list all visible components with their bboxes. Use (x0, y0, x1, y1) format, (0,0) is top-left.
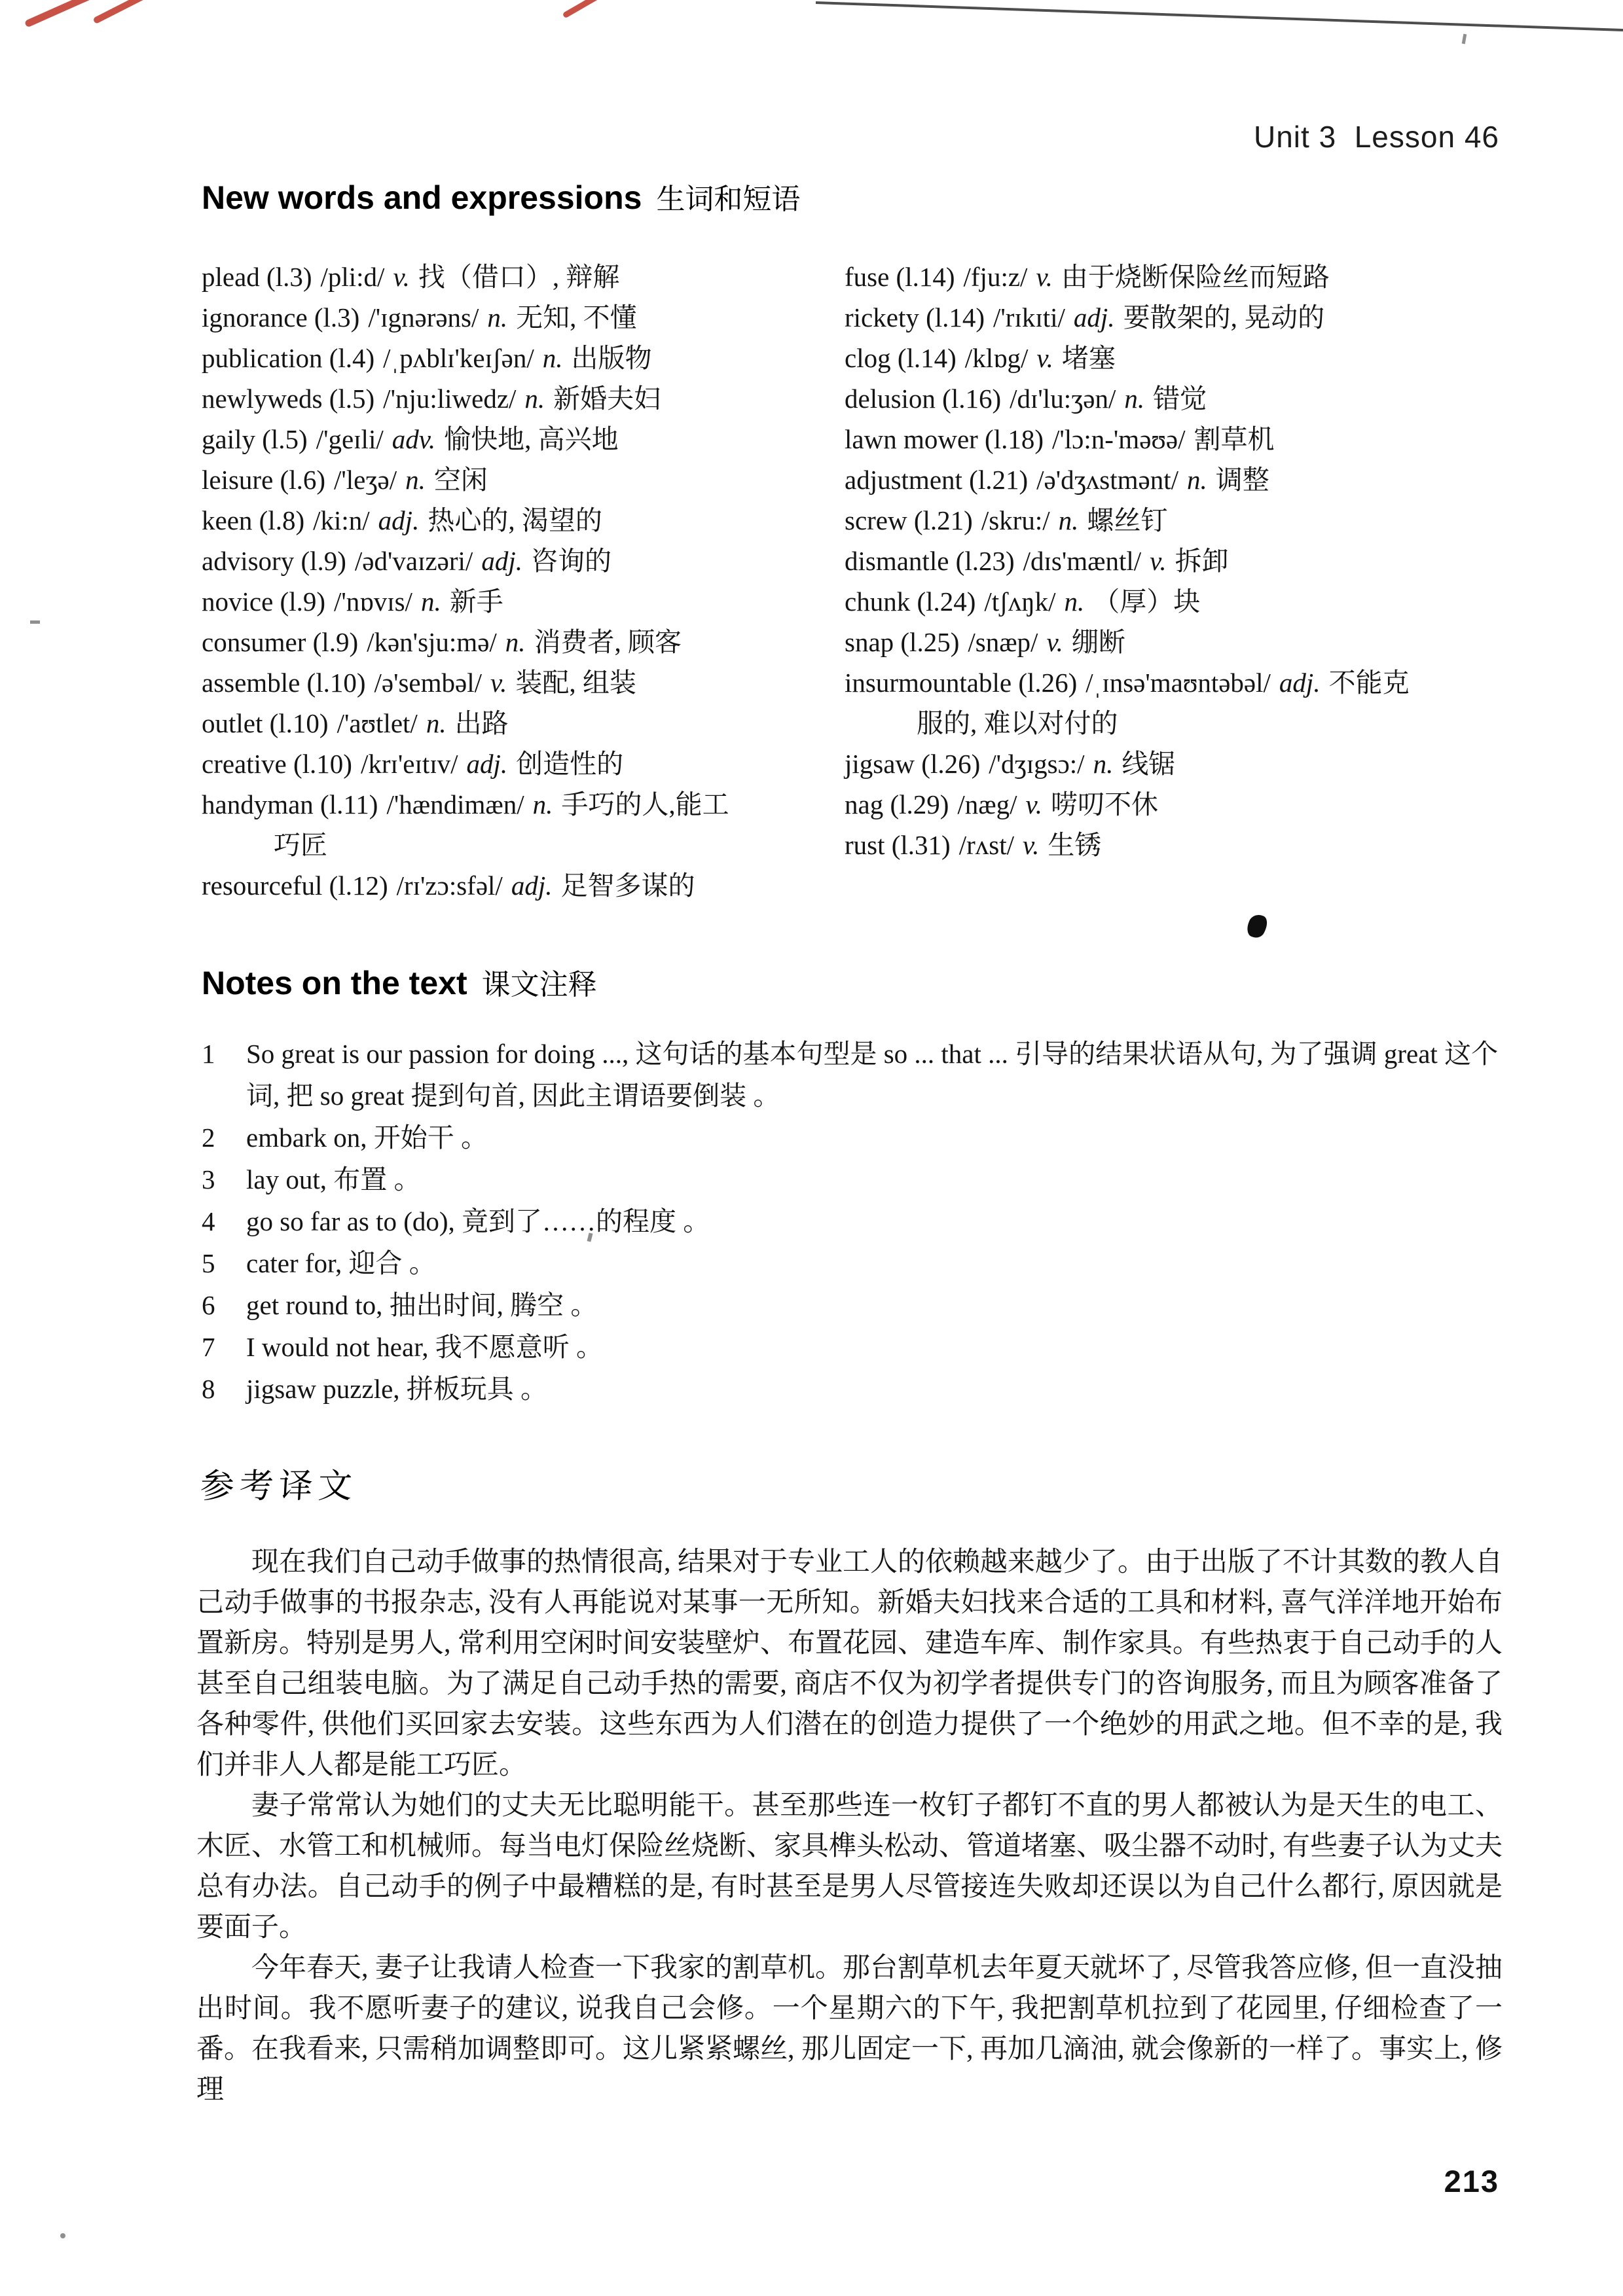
vocab-pos: adj. (511, 870, 553, 901)
vocab-phonetic: /næg/ (957, 789, 1017, 819)
vocab-pos: n. (420, 586, 441, 617)
vocab-entry (845, 744, 1512, 784)
vocab-phonetic: /klɒg/ (964, 343, 1029, 373)
vocab-entry (845, 784, 1512, 825)
vocab-word: insurmountable (l.26) (845, 668, 1078, 698)
vocab-meaning: 要散架的, 晃动的 (1123, 302, 1325, 332)
vocab-phonetic: /'nju:liwedz/ (383, 384, 517, 414)
vocab-phonetic: /əd'vaɪzəri/ (354, 546, 473, 576)
vocab-phonetic: /'geɪli/ (316, 424, 384, 454)
vocab-phonetic: /ə'dʒʌstmənt/ (1036, 465, 1179, 495)
vocab-pos: v. (1036, 262, 1053, 292)
vocab-phonetic: /tʃʌŋk/ (984, 586, 1056, 617)
vocab-phonetic: /ˌɪnsə'maʊntəbəl/ (1085, 668, 1271, 698)
vocab-meaning: 愉快地, 高兴地 (444, 424, 619, 454)
vocab-word: newlyweds (l.5) (202, 384, 375, 414)
vocab-entry (845, 662, 1512, 703)
vocab-word: creative (l.10) (202, 749, 352, 779)
vocab-entry (202, 581, 830, 622)
vocab-entry (845, 338, 1512, 378)
note-item (202, 1200, 1508, 1242)
vocab-pos: adj. (378, 505, 420, 535)
vocab-meaning: 无知, 不懂 (516, 302, 637, 332)
vocab-meaning: 调整 (1215, 465, 1269, 495)
vocab-phonetic: /dɪs'mæntl/ (1023, 546, 1142, 576)
vocab-phonetic: /ˌpʌblɪ'keɪʃən/ (383, 343, 534, 373)
vocab-pos: v. (1023, 830, 1040, 860)
vocab-meaning: 空闲 (433, 465, 488, 495)
notes-list (202, 1033, 1508, 1410)
vocab-meaning: 由于烧断保险丝而短路 (1061, 262, 1330, 292)
vocab-word: publication (l.4) (202, 343, 375, 373)
vocab-word: outlet (l.10) (202, 708, 329, 738)
vocab-title-chinese: 生词和短语 (656, 183, 801, 215)
vocab-phonetic: /'ɪgnərəns/ (368, 302, 479, 332)
vocab-phonetic: /fju:z/ (963, 262, 1028, 292)
vocab-entry (202, 500, 830, 541)
note-number: 2 (202, 1122, 215, 1153)
vocab-word: nag (l.29) (845, 789, 949, 819)
note-number: 6 (202, 1290, 215, 1320)
vocab-phonetic: /ə'sembəl/ (374, 668, 482, 698)
vocab-pos: v. (1150, 546, 1167, 576)
note-item (202, 1117, 1508, 1158)
vocab-entry (202, 419, 830, 459)
vocab-entry (202, 257, 830, 297)
vocab-phonetic: /'rɪkɪti/ (993, 302, 1065, 332)
note-number: 7 (202, 1332, 215, 1362)
vocab-word: resourceful (l.12) (202, 870, 388, 901)
note-number: 4 (202, 1206, 215, 1236)
vocab-phonetic: /pli:d/ (320, 262, 385, 292)
vocab-pos: n. (532, 789, 553, 819)
vocab-meaning: 螺丝钉 (1087, 505, 1168, 535)
vocab-meaning: 出路 (454, 708, 509, 738)
vocab-phonetic: /'lɔ:n-'məʊə/ (1052, 424, 1186, 454)
vocab-entry (845, 581, 1512, 622)
vocab-pos: v. (393, 262, 410, 292)
note-text: go so far as to (do), 竟到了……的程度 。 (246, 1206, 710, 1236)
translation-paragraph: 现在我们自己动手做事的热情很高, 结果对于专业工人的依赖越来越少了。由于出版了不计其数的教人自己动手做事的书报杂志, 没有人再能说对某事一无所知。新婚夫妇找来合适的工具和材料, 喜气洋洋地开始布置新房。特别是男人, 常利用空闲时间安装壁炉、布置花园、建造车库、制作家具。有些热衷于自己动手的人甚至自己组装电脑。为了满足自己动手热的需要, 商店不仅为初学者提供专门的咨询服务, 而且为顾客准备了各种零件, 供他们买回家去安装。这些东西为人们潜在的创造力提供了一个绝妙的用武之地。但不幸的是, 我们并非人人都是能工巧匠。 (196, 1547, 1503, 1780)
vocab-meaning: 巧匠 (274, 830, 327, 860)
vocab-entry (845, 419, 1512, 459)
vocab-entry (202, 338, 830, 378)
vocab-phonetic: /ki:n/ (313, 505, 370, 535)
note-item (202, 1368, 1508, 1410)
vocab-entry (202, 662, 830, 703)
vocab-entry (202, 622, 830, 662)
vocab-pos: n. (487, 302, 508, 332)
vocab-phonetic: /'aʊtlet/ (337, 708, 418, 738)
vocab-pos: n. (524, 384, 545, 414)
vocab-meaning: 出版物 (571, 343, 652, 373)
vocab-phonetic: /skru:/ (981, 505, 1050, 535)
note-text: jigsaw puzzle, 拼板玩具 。 (246, 1374, 548, 1404)
note-item (202, 1158, 1508, 1200)
vocab-phonetic: /krɪ'eɪtɪv/ (360, 749, 458, 779)
vocab-word: adjustment (l.21) (845, 465, 1029, 495)
vocab-meaning: 消费者, 顾客 (534, 627, 682, 657)
vocab-word: jigsaw (l.26) (845, 749, 981, 779)
vocab-entry (845, 297, 1512, 338)
scan-speck (30, 620, 40, 624)
note-text: So great is our passion for doing ..., 这句话的基本句型是 so ... that ... 引导的结果状语从句, 为了强调 great 这个词, 把 so great 提到句首, 因此主谓语要倒装 。 (246, 1039, 1499, 1111)
vocab-meaning: 绷断 (1071, 627, 1125, 657)
vocab-entry (845, 825, 1512, 865)
vocab-meaning: 服的, 难以对付的 (917, 708, 1118, 738)
vocab-phonetic: /snæp/ (968, 627, 1038, 657)
vocab-pos: n. (426, 708, 447, 738)
vocab-pos: v. (1036, 343, 1053, 373)
vocab-meaning: 唠叨不休 (1050, 789, 1158, 819)
vocab-entry-continuation (202, 825, 830, 865)
note-item (202, 1033, 1508, 1117)
vocab-word: assemble (l.10) (202, 668, 366, 698)
note-text: I would not hear, 我不愿意听 。 (246, 1332, 603, 1362)
vocab-word: novice (l.9) (202, 586, 325, 617)
vocab-pos: v. (490, 668, 507, 698)
note-text: get round to, 抽出时间, 腾空 。 (246, 1290, 598, 1320)
vocab-meaning: 不能克 (1328, 668, 1410, 698)
vocab-pos: n. (405, 465, 426, 495)
vocab-word: clog (l.14) (845, 343, 957, 373)
vocab-entry (202, 703, 830, 744)
vocab-word: rickety (l.14) (845, 302, 985, 332)
vocab-meaning: 生锈 (1048, 830, 1102, 860)
notes-title-chinese: 课文注释 (481, 969, 597, 1001)
translation-paragraph: 妻子常常认为她们的丈夫无比聪明能干。甚至那些连一枚钉子都钉不直的男人都被认为是天生的电工、木匠、水管工和机械师。每当电灯保险丝烧断、家具榫头松动、管道堵塞、吸尘器不动时, 有些妻子认为丈夫总有办法。自己动手的例子中最糟糕的是, 有时甚至是男人尽管接连失败却还误以为自己什么都行, 原因就是要面子。 (196, 1791, 1503, 1943)
vocab-phonetic: /'leʒə/ (333, 465, 397, 495)
vocab-pos: n. (1187, 465, 1207, 495)
vocab-entry (202, 297, 830, 338)
vocab-word: consumer (l.9) (202, 627, 359, 657)
vocab-pos: adj. (1279, 668, 1321, 698)
vocab-pos: n. (1064, 586, 1085, 617)
vocab-entry (845, 500, 1512, 541)
note-text: embark on, 开始干 。 (246, 1122, 488, 1153)
vocab-meaning: 拆卸 (1175, 546, 1229, 576)
vocab-phonetic: /'dʒɪgsɔ:/ (989, 749, 1085, 779)
vocab-word: plead (l.3) (202, 262, 312, 292)
vocab-phonetic: /'hændimæn/ (386, 789, 524, 819)
vocab-entry (845, 541, 1512, 581)
vocab-entry-continuation (845, 703, 1512, 744)
note-number: 3 (202, 1164, 215, 1194)
vocab-meaning: 新婚夫妇 (553, 384, 661, 414)
vocab-pos: adv. (392, 424, 436, 454)
page-number: 213 (1444, 2164, 1499, 2198)
vocab-pos: n. (505, 627, 526, 657)
vocab-title-english: New words and expressions (202, 179, 642, 216)
scan-speck (60, 2233, 65, 2238)
vocab-pos: adj. (466, 749, 508, 779)
note-number: 5 (202, 1248, 215, 1278)
note-item (202, 1326, 1508, 1368)
vocab-word: fuse (l.14) (845, 262, 955, 292)
notes-section-title (202, 961, 597, 1003)
vocab-pos: n. (542, 343, 563, 373)
scan-edge-line (0, 0, 1623, 46)
vocab-entry (845, 257, 1512, 297)
vocab-column-right (845, 257, 1512, 865)
vocab-meaning: 手巧的人,能工 (561, 789, 729, 819)
vocab-pos: v. (1046, 627, 1063, 657)
vocab-word: leisure (l.6) (202, 465, 325, 495)
vocab-pos: v. (1025, 789, 1042, 819)
vocab-phonetic: /rʌst/ (958, 830, 1014, 860)
vocab-phonetic: /dɪ'lu:ʒən/ (1010, 384, 1116, 414)
vocab-entry (202, 541, 830, 581)
translation-body (196, 1542, 1503, 2110)
vocab-word: keen (l.8) (202, 505, 305, 535)
vocab-phonetic: /rɪ'zɔ:sfəl/ (396, 870, 503, 901)
vocab-meaning: 堵塞 (1061, 343, 1116, 373)
vocab-phonetic: /'nɒvɪs/ (333, 586, 412, 617)
vocab-meaning: 线锯 (1122, 749, 1176, 779)
vocab-word: advisory (l.9) (202, 546, 346, 576)
vocab-phonetic: /kən'sju:mə/ (367, 627, 497, 657)
vocab-word: gaily (l.5) (202, 424, 308, 454)
vocab-meaning: 热心的, 渴望的 (428, 505, 602, 535)
vocab-pos: adj. (1073, 302, 1115, 332)
vocab-entry (202, 865, 830, 906)
vocab-meaning: 错觉 (1153, 384, 1207, 414)
note-number: 1 (202, 1039, 215, 1069)
note-text: cater for, 迎合 。 (246, 1248, 436, 1278)
notes-title-english: Notes on the text (202, 965, 467, 1001)
vocab-pos: n. (1093, 749, 1114, 779)
vocab-word: snap (l.25) (845, 627, 960, 657)
vocab-meaning: 装配, 组装 (515, 668, 636, 698)
vocab-meaning: 创造性的 (516, 749, 624, 779)
vocab-word: ignorance (l.3) (202, 302, 360, 332)
vocab-entry (845, 378, 1512, 419)
vocab-word: dismantle (l.23) (845, 546, 1015, 576)
vocab-word: handyman (l.11) (202, 789, 378, 819)
vocab-meaning: 新手 (449, 586, 503, 617)
vocab-entry (202, 744, 830, 784)
vocab-section-title (202, 175, 800, 217)
vocab-meaning: 找（借口）, 辩解 (418, 262, 620, 292)
unit-lesson-header: Unit 3 Lesson 46 (1253, 120, 1499, 154)
vocab-meaning: 割草机 (1194, 424, 1275, 454)
vocab-pos: n. (1058, 505, 1079, 535)
vocab-entry (202, 784, 830, 825)
vocab-pos: adj. (481, 546, 522, 576)
note-item (202, 1284, 1508, 1326)
vocab-entry (202, 459, 830, 500)
vocab-column-left (202, 257, 830, 906)
note-text: lay out, 布置 。 (246, 1164, 421, 1194)
vocab-word: chunk (l.24) (845, 586, 976, 617)
vocab-entry (845, 459, 1512, 500)
vocab-meaning: （厚）块 (1093, 586, 1201, 617)
translation-section-title: 参考译文 (199, 1468, 359, 1505)
vocab-pos: n. (1124, 384, 1145, 414)
translation-paragraph: 今年春天, 妻子让我请人检查一下我家的割草机。那台割草机去年夏天就坏了, 尽管我答应修, 但一直没抽出时间。我不愿听妻子的建议, 说我自己会修。一个星期六的下午, 我把割草机拉到了花园里, 仔细检查了一番。在我看来, 只需稍加调整即可。这儿紧紧螺丝, 那儿固定一下, 再加几滴油, 就会像新的一样了。事实上, 修理 (196, 1953, 1503, 2105)
vocab-word: screw (l.21) (845, 505, 973, 535)
vocab-meaning: 咨询的 (530, 546, 611, 576)
note-number: 8 (202, 1374, 215, 1404)
vocab-meaning: 足智多谋的 (560, 870, 695, 901)
note-item (202, 1242, 1508, 1284)
vocab-entry (845, 622, 1512, 662)
vocab-entry (202, 378, 830, 419)
ink-blot (1244, 912, 1270, 941)
vocab-word: delusion (l.16) (845, 384, 1002, 414)
vocab-word: rust (l.31) (845, 830, 951, 860)
vocab-word: lawn mower (l.18) (845, 424, 1044, 454)
